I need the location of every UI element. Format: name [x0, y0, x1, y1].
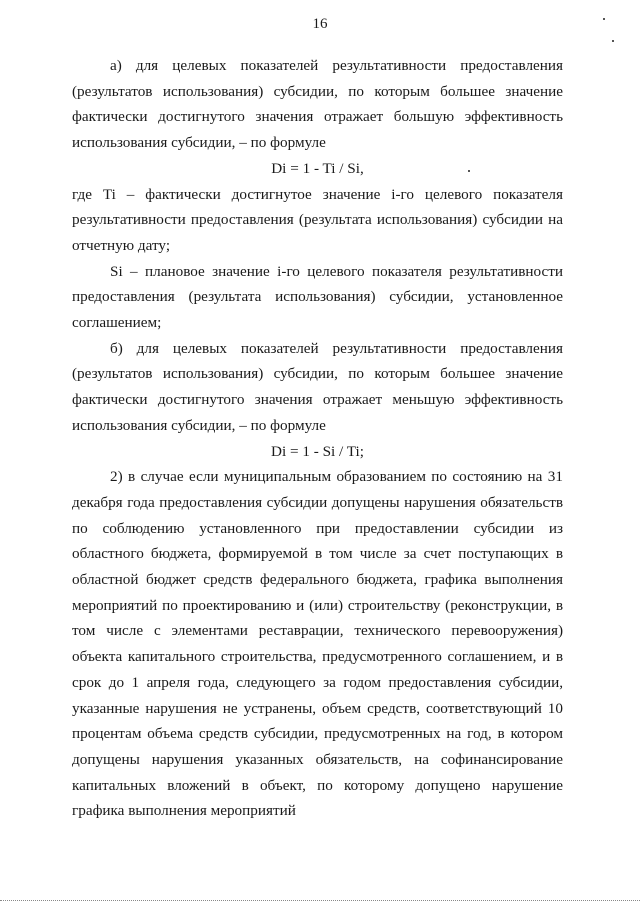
- formula-2: Di = 1 - Si / Ti;: [271, 442, 364, 460]
- scan-speck: [603, 18, 605, 20]
- body-text: [72, 53, 563, 824]
- paragraph-si-definition: Si – плановое значение i-го целевого показателя результативности предоставления (результата использования) субсидии, установленное соглашением;: [72, 262, 563, 332]
- scan-edge-noise: [0, 900, 640, 904]
- page-number: 16: [312, 16, 328, 32]
- formula-1: Di = 1 - Ti / Si,: [271, 159, 364, 177]
- paragraph-a: а) для целевых показателей результативности предоставления (результатов использования) субсидии, по которым большее значение фактически достигнутого значения отражает большую эффективность использования субсидии, – по формуле: [72, 57, 563, 152]
- scan-speck: [612, 40, 614, 42]
- scan-speck: [468, 170, 470, 172]
- paragraph-ti-definition: где Ti – фактически достигнутое значение i-го целевого показателя результативности предоставления (результата использования) субсидии на отчетную дату;: [72, 185, 563, 254]
- paragraph-2: 2) в случае если муниципальным образованием по состоянию на 31 декабря года предоставления субсидии допущены нарушения обязательств по соблюдению установленного при предоставлении субсидии из областного бюджета, формируемой в том числе за счет поступающих в областной бюджет средств федерального бюджета, графика выполнения мероприятий по проектированию и (или) строительству (реконструкции, в том числе с элементами реставрации, технического перевооружения) объекта капитального строительства, предусмотренного соглашением, и в срок до 1 апреля года, следующего за годом предоставления субсидии, указанные нарушения не устранены, объем средств, соответствующий 10 процентам объема средств субсидии, предусмотренных на год, в котором допущены нарушения указанных обязательств, на софинансирование капитальных вложений в объект, по которому допущено нарушение графика выполнения мероприятий: [72, 468, 563, 820]
- paragraph-b: б) для целевых показателей результативности предоставления (результатов использования) субсидии, по которым большее значение фактически достигнутого значения отражает меньшую эффективность использования субсидии, – по формуле: [72, 339, 563, 434]
